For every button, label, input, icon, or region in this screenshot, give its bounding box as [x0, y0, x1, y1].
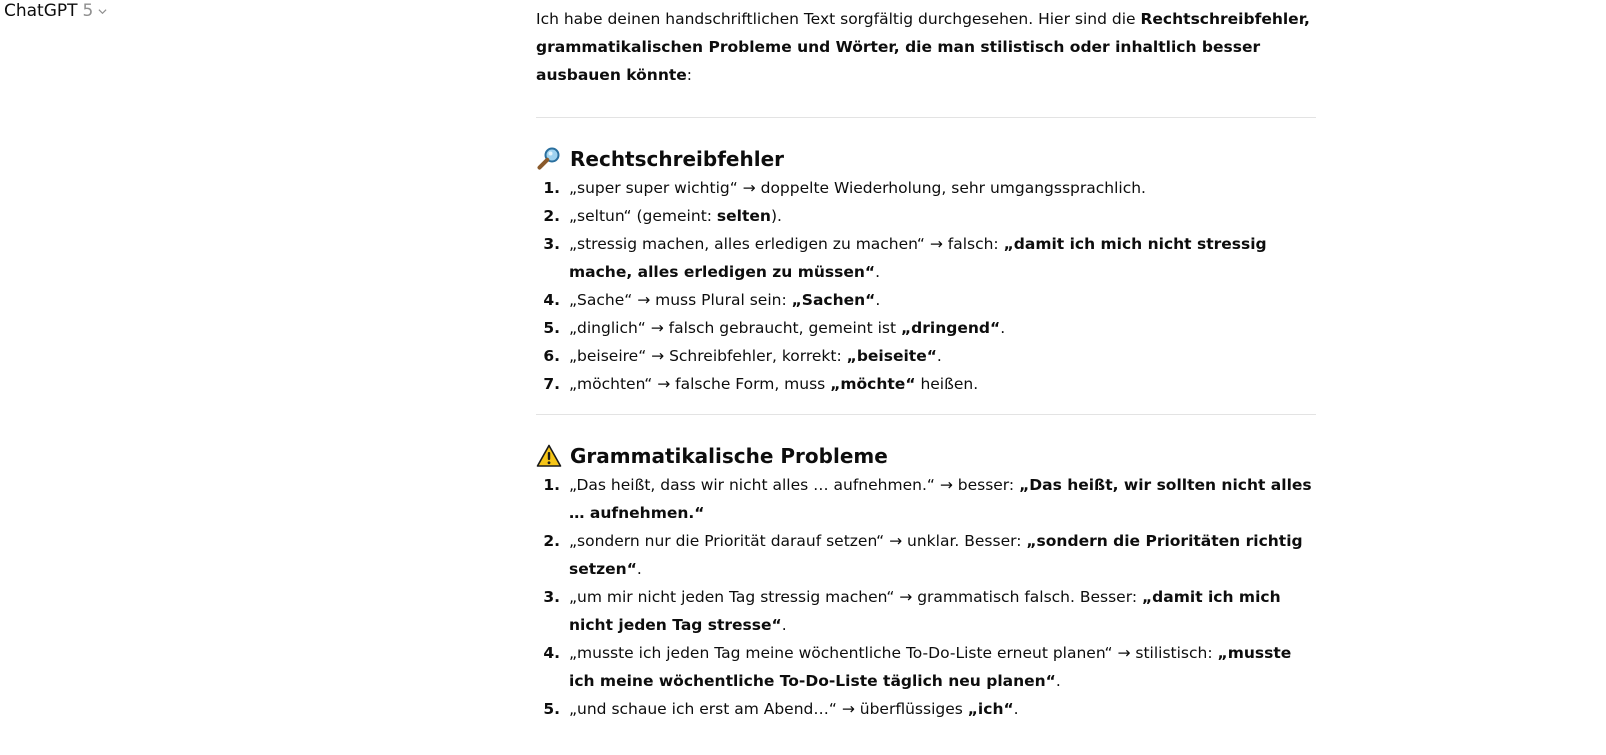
list-item	[536, 314, 1316, 342]
list-item	[536, 174, 1316, 202]
text-run: „seltun“ (gemeint:	[569, 207, 717, 225]
list-item	[536, 370, 1316, 398]
warning-icon	[536, 443, 562, 469]
model-name: ChatGPT	[4, 1, 78, 21]
text-run: „stressig machen, alles erledigen zu machen“ → falsch:	[569, 235, 1004, 253]
text-run: Ich habe deinen handschriftlichen Text sorgfältig durchgesehen. Hier sind die	[536, 10, 1141, 28]
list-item	[536, 695, 1316, 723]
text-run: .	[1013, 700, 1019, 718]
text-run: .	[875, 263, 881, 281]
text-run: heißen.	[915, 375, 979, 393]
model-switcher[interactable]	[4, 0, 107, 22]
list-number: 6.	[543, 347, 560, 365]
spelling-list	[536, 174, 1316, 398]
list-item	[536, 527, 1316, 583]
emphasis-text: „dringend“	[901, 319, 1001, 337]
emphasis-text: „ich“	[967, 700, 1014, 718]
magnifier-icon	[536, 146, 562, 172]
text-run: .	[636, 560, 642, 578]
text-run: „musste ich jeden Tag meine wöchentliche To-Do-Liste erneut planen“ → stilistisch:	[569, 644, 1218, 662]
list-item	[536, 342, 1316, 370]
text-run: .	[1055, 672, 1061, 690]
section-heading	[536, 441, 1316, 471]
emphasis-text: „möchte“	[830, 375, 916, 393]
emphasis-text: „damit ich mich nicht stressig mache, alles erledigen zu müssen“	[569, 235, 1267, 281]
intro-paragraph	[536, 5, 1316, 89]
text-run: „um mir nicht jeden Tag stressig machen“ → grammatisch falsch. Besser:	[569, 588, 1142, 606]
emphasis-text: „damit ich mich nicht jeden Tag stresse“	[569, 588, 1281, 634]
text-run: ).	[770, 207, 782, 225]
text-run: „und schaue ich erst am Abend…“ → überflüssiges	[569, 700, 968, 718]
text-run: :	[686, 66, 693, 84]
text-run: „Sache“ → muss Plural sein:	[569, 291, 792, 309]
list-item	[536, 471, 1316, 527]
emphasis-text: „sondern die Prioritäten richtig setzen“	[569, 532, 1303, 578]
list-number: 3.	[543, 235, 560, 253]
emphasis-text: selten	[716, 207, 771, 225]
text-run: „dinglich“ → falsch gebraucht, gemeint ist	[569, 319, 901, 337]
chevron-down-icon	[98, 7, 107, 16]
text-run: „super super wichtig“ → doppelte Wiederholung, sehr umgangssprachlich.	[569, 179, 1146, 197]
list-item	[536, 286, 1316, 314]
list-number: 5.	[543, 700, 560, 718]
emphasis-text: „Sachen“	[791, 291, 876, 309]
text-run: „beiseire“ → Schreibfehler, korrekt:	[569, 347, 847, 365]
text-run: „sondern nur die Priorität darauf setzen“ → unklar. Besser:	[569, 532, 1027, 550]
text-run: .	[875, 291, 881, 309]
list-number: 3.	[543, 588, 560, 606]
section-grammar	[536, 441, 1316, 723]
text-run: .	[781, 616, 787, 634]
emphasis-text: „Das heißt, wir sollten nicht alles … aufnehmen.“	[569, 476, 1312, 522]
list-item	[536, 230, 1316, 286]
text-run: „möchten“ → falsche Form, muss	[569, 375, 831, 393]
list-item	[536, 639, 1316, 695]
text-run: „Das heißt, dass wir nicht alles … aufnehmen.“ → besser:	[569, 476, 1020, 494]
list-number: 4.	[543, 644, 560, 662]
list-number: 7.	[543, 375, 560, 393]
assistant-message	[536, 5, 1316, 723]
text-run: .	[936, 347, 942, 365]
grammar-list	[536, 471, 1316, 723]
section-title: Grammatikalische Probleme	[570, 444, 888, 468]
section-heading	[536, 144, 1316, 174]
list-number: 5.	[543, 319, 560, 337]
text-run: .	[1000, 319, 1006, 337]
list-number: 2.	[543, 207, 560, 225]
list-item	[536, 202, 1316, 230]
list-number: 2.	[543, 532, 560, 550]
emphasis-text: Rechtschreibfehler, grammatikalischen Probleme und Wörter, die man stilistisch oder inhaltlich besser ausbauen könnte	[536, 10, 1310, 84]
list-number: 1.	[543, 476, 560, 494]
list-number: 1.	[543, 179, 560, 197]
emphasis-text: „beiseite“	[846, 347, 937, 365]
emphasis-text: „musste ich meine wöchentliche To-Do-Liste täglich neu planen“	[569, 644, 1292, 690]
list-number: 4.	[543, 291, 560, 309]
section-title: Rechtschreibfehler	[570, 147, 785, 171]
model-version: 5	[82, 1, 94, 21]
list-item	[536, 583, 1316, 639]
section-spelling	[536, 144, 1316, 398]
